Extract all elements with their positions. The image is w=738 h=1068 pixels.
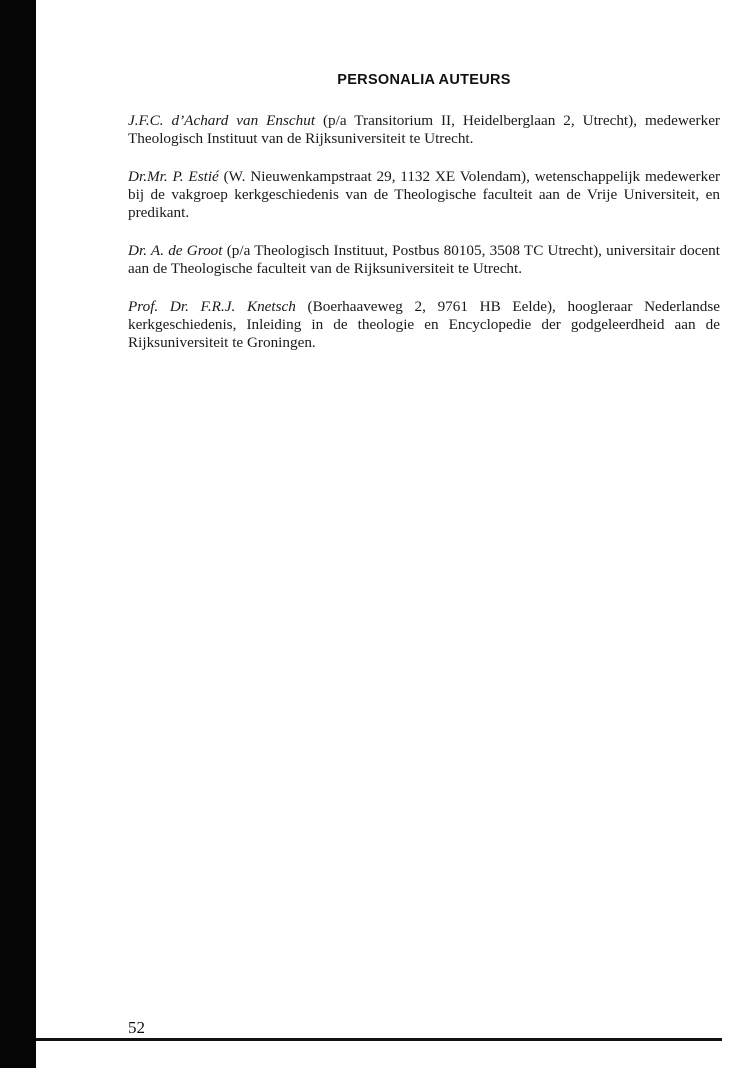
binding-spine [0, 0, 36, 1068]
author-name: Dr. A. de Groot [128, 242, 223, 259]
author-list [128, 112, 720, 372]
author-details: (Boerhaaveweg 2, 9761 HB Eelde), hoogleraar Nederlandse kerkgeschiedenis, Inleiding in de theologie en Encyclopedie der godgeleerdheid aan de Rijksuniversiteit te Groningen. [128, 298, 720, 351]
author-entry [128, 242, 720, 278]
author-entry [128, 112, 720, 148]
author-details: (p/a Transitorium II, Heidelberglaan 2, Utrecht), medewerker Theologisch Instituut van de Rijksuniversiteit te Utrecht. [128, 112, 720, 147]
author-entry [128, 168, 720, 222]
page-number: 52 [128, 1018, 145, 1037]
page-heading: PERSONALIA AUTEURS [337, 72, 511, 88]
author-details: (W. Nieuwenkampstraat 29, 1132 XE Volendam), wetenschappelijk medewerker bij de vakgroep kerkgeschiedenis van de Theologische faculteit aan de Vrije Universiteit, en predikant. [128, 168, 720, 221]
author-details: (p/a Theologisch Instituut, Postbus 80105, 3508 TC Utrecht), universitair docent aan de Theologische faculteit van de Rijksuniversiteit te Utrecht. [128, 242, 720, 277]
author-name: Dr.Mr. P. Estié [128, 168, 219, 185]
author-name: J.F.C. d’Achard van Enschut [128, 112, 316, 129]
author-entry [128, 298, 720, 352]
bottom-rule [36, 1038, 722, 1041]
author-name: Prof. Dr. F.R.J. Knetsch [128, 298, 296, 315]
